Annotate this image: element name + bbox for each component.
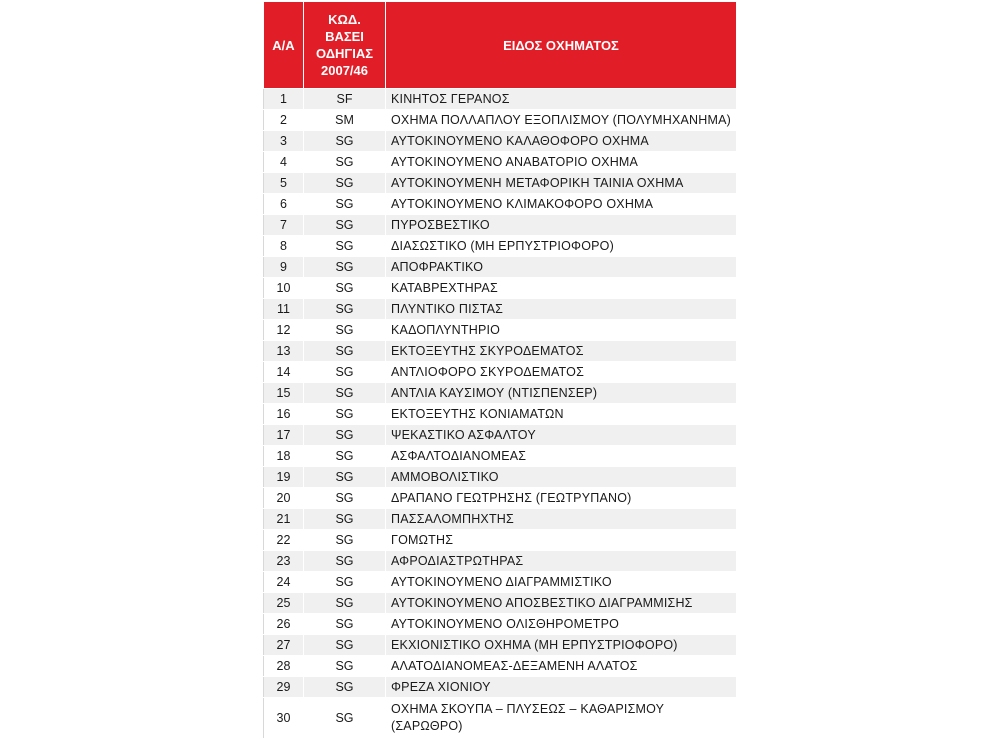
- row-index: 12: [264, 320, 304, 341]
- row-index: 1: [264, 89, 304, 110]
- row-code: SG: [304, 278, 386, 299]
- table-row: [264, 278, 737, 299]
- table-row: [264, 635, 737, 656]
- row-vehicle-type: ΑΥΤΟΚΙΝΟΥΜΕΝΟ ΚΛΙΜΑΚΟΦΟΡΟ ΟΧΗΜΑ: [386, 194, 737, 215]
- row-code: SG: [304, 677, 386, 698]
- vehicle-type-table-container: [263, 1, 736, 739]
- row-vehicle-type: ΕΚΤΟΞΕΥΤΗΣ ΣΚΥΡΟΔΕΜΑΤΟΣ: [386, 341, 737, 362]
- row-vehicle-type: ΠΛΥΝΤΙΚΟ ΠΙΣΤΑΣ: [386, 299, 737, 320]
- table-row: [264, 677, 737, 698]
- row-index: 20: [264, 488, 304, 509]
- row-vehicle-type: ΑΥΤΟΚΙΝΟΥΜΕΝΟ ΔΙΑΓΡΑΜΜΙΣΤΙΚΟ: [386, 572, 737, 593]
- row-code: SG: [304, 362, 386, 383]
- table-header-row: [264, 2, 737, 89]
- row-code: SG: [304, 152, 386, 173]
- table-row: [264, 341, 737, 362]
- row-vehicle-type: ΑΠΟΦΡΑΚΤΙΚΟ: [386, 257, 737, 278]
- table-row: [264, 656, 737, 677]
- row-vehicle-type: ΑΝΤΛΙΟΦΟΡΟ ΣΚΥΡΟΔΕΜΑΤΟΣ: [386, 362, 737, 383]
- row-vehicle-type: ΓΟΜΩΤΗΣ: [386, 530, 737, 551]
- row-vehicle-type: ΑΥΤΟΚΙΝΟΥΜΕΝΟ ΑΠΟΣΒΕΣΤΙΚΟ ΔΙΑΓΡΑΜΜΙΣΗΣ: [386, 593, 737, 614]
- header-code: [304, 2, 386, 89]
- row-vehicle-type: ΨΕΚΑΣΤΙΚΟ ΑΣΦΑΛΤΟΥ: [386, 425, 737, 446]
- table-row: [264, 572, 737, 593]
- table-row: [264, 131, 737, 152]
- row-vehicle-type: ΑΥΤΟΚΙΝΟΥΜΕΝΗ ΜΕΤΑΦΟΡΙΚΗ ΤΑΙΝΙΑ ΟΧΗΜΑ: [386, 173, 737, 194]
- row-code: SG: [304, 131, 386, 152]
- table-row: [264, 110, 737, 131]
- header-index: Α/Α: [264, 2, 304, 89]
- table-row: [264, 425, 737, 446]
- row-index: 3: [264, 131, 304, 152]
- row-code: SG: [304, 299, 386, 320]
- row-code: SG: [304, 656, 386, 677]
- row-vehicle-type: ΠΥΡΟΣΒΕΣΤΙΚΟ: [386, 215, 737, 236]
- header-code-label: ΚΩΔ. ΒΑΣΕΙ ΟΔΗΓΙΑΣ 2007/46: [315, 12, 374, 78]
- row-code: SG: [304, 614, 386, 635]
- row-vehicle-type: ΑΝΤΛΙΑ ΚΑΥΣΙΜΟΥ (ΝΤΙΣΠΕΝΣΕΡ): [386, 383, 737, 404]
- table-row: [264, 509, 737, 530]
- row-index: 19: [264, 467, 304, 488]
- row-code: SG: [304, 635, 386, 656]
- table-row: [264, 299, 737, 320]
- row-code: SF: [304, 89, 386, 110]
- row-code: SG: [304, 509, 386, 530]
- row-code: SG: [304, 173, 386, 194]
- table-row: [264, 236, 737, 257]
- table-row: [264, 467, 737, 488]
- row-index: 25: [264, 593, 304, 614]
- row-code: SG: [304, 383, 386, 404]
- row-code: SG: [304, 257, 386, 278]
- table-row: [264, 173, 737, 194]
- row-vehicle-type: ΑΥΤΟΚΙΝΟΥΜΕΝΟ ΟΛΙΣΘΗΡΟΜΕΤΡΟ: [386, 614, 737, 635]
- row-index: 9: [264, 257, 304, 278]
- row-index: 26: [264, 614, 304, 635]
- row-index: 23: [264, 551, 304, 572]
- row-code: SG: [304, 467, 386, 488]
- row-index: 2: [264, 110, 304, 131]
- table-row: [264, 257, 737, 278]
- row-code: SG: [304, 446, 386, 467]
- row-code: SG: [304, 320, 386, 341]
- table-row: [264, 152, 737, 173]
- row-vehicle-type: ΑΥΤΟΚΙΝΟΥΜΕΝΟ ΑΝΑΒΑΤΟΡΙΟ ΟΧΗΜΑ: [386, 152, 737, 173]
- row-index: 7: [264, 215, 304, 236]
- row-index: 8: [264, 236, 304, 257]
- row-code: SM: [304, 110, 386, 131]
- row-code: SG: [304, 593, 386, 614]
- row-code: SG: [304, 341, 386, 362]
- row-index: 29: [264, 677, 304, 698]
- row-code: SG: [304, 425, 386, 446]
- row-vehicle-type: ΔΙΑΣΩΣΤΙΚΟ (ΜΗ ΕΡΠΥΣΤΡΙΟΦΟΡΟ): [386, 236, 737, 257]
- table-row: [264, 383, 737, 404]
- row-code: SG: [304, 236, 386, 257]
- row-index: 18: [264, 446, 304, 467]
- table-row: [264, 404, 737, 425]
- row-index: 5: [264, 173, 304, 194]
- row-index: 28: [264, 656, 304, 677]
- row-index: 24: [264, 572, 304, 593]
- row-vehicle-type: ΚΑΤΑΒΡΕΧΤΗΡΑΣ: [386, 278, 737, 299]
- table-body: [264, 89, 737, 739]
- table-row: [264, 614, 737, 635]
- row-vehicle-type: ΠΑΣΣΑΛΟΜΠΗΧΤΗΣ: [386, 509, 737, 530]
- row-index: 11: [264, 299, 304, 320]
- row-index: 21: [264, 509, 304, 530]
- table-row: [264, 446, 737, 467]
- row-vehicle-type: ΚΑΔΟΠΛΥΝΤΗΡΙΟ: [386, 320, 737, 341]
- row-vehicle-type: ΑΣΦΑΛΤΟΔΙΑΝΟΜΕΑΣ: [386, 446, 737, 467]
- row-code: SG: [304, 215, 386, 236]
- table-row: [264, 320, 737, 341]
- row-vehicle-type: ΑΦΡΟΔΙΑΣΤΡΩΤΗΡΑΣ: [386, 551, 737, 572]
- row-vehicle-type: ΕΚΤΟΞΕΥΤΗΣ ΚΟΝΙΑΜΑΤΩΝ: [386, 404, 737, 425]
- vehicle-type-table: [263, 1, 737, 739]
- row-code: SG: [304, 530, 386, 551]
- table-row: [264, 362, 737, 383]
- table-row: [264, 593, 737, 614]
- table-row: [264, 89, 737, 110]
- row-code: SG: [304, 551, 386, 572]
- row-vehicle-type: ΚΙΝΗΤΟΣ ΓΕΡΑΝΟΣ: [386, 89, 737, 110]
- row-code: SG: [304, 404, 386, 425]
- row-index: 17: [264, 425, 304, 446]
- row-code: SG: [304, 572, 386, 593]
- row-index: 22: [264, 530, 304, 551]
- row-code: SG: [304, 194, 386, 215]
- row-vehicle-type: ΔΡΑΠΑΝΟ ΓΕΩΤΡΗΣΗΣ (ΓΕΩΤΡΥΠΑΝΟ): [386, 488, 737, 509]
- row-index: 13: [264, 341, 304, 362]
- row-index: 4: [264, 152, 304, 173]
- row-vehicle-type: ΟΧΗΜΑ ΣΚΟΥΠΑ – ΠΛΥΣΕΩΣ – ΚΑΘΑΡΙΣΜΟΥ (ΣΑΡΩΘΡΟ): [386, 698, 737, 739]
- row-index: 15: [264, 383, 304, 404]
- row-index: 6: [264, 194, 304, 215]
- row-vehicle-type: ΑΜΜΟΒΟΛΙΣΤΙΚΟ: [386, 467, 737, 488]
- row-index: 10: [264, 278, 304, 299]
- row-index: 16: [264, 404, 304, 425]
- row-code: SG: [304, 488, 386, 509]
- table-row: [264, 488, 737, 509]
- table-row: [264, 215, 737, 236]
- row-vehicle-type: ΟΧΗΜΑ ΠΟΛΛΑΠΛΟΥ ΕΞΟΠΛΙΣΜΟΥ (ΠΟΛΥΜΗΧΑΝΗΜΑ): [386, 110, 737, 131]
- row-index: 14: [264, 362, 304, 383]
- row-vehicle-type: ΦΡΕΖΑ ΧΙΟΝΙΟΥ: [386, 677, 737, 698]
- header-vehicle-type: ΕΙΔΟΣ ΟΧΗΜΑΤΟΣ: [386, 2, 737, 89]
- table-row: [264, 530, 737, 551]
- row-code: SG: [304, 698, 386, 739]
- row-index: 30: [264, 698, 304, 739]
- table-row: [264, 698, 737, 739]
- row-vehicle-type: ΑΛΑΤΟΔΙΑΝΟΜΕΑΣ-ΔΕΞΑΜΕΝΗ ΑΛΑΤΟΣ: [386, 656, 737, 677]
- table-row: [264, 551, 737, 572]
- row-vehicle-type: ΑΥΤΟΚΙΝΟΥΜΕΝΟ ΚΑΛΑΘΟΦΟΡΟ ΟΧΗΜΑ: [386, 131, 737, 152]
- row-index: 27: [264, 635, 304, 656]
- row-vehicle-type: ΕΚΧΙΟΝΙΣΤΙΚΟ ΟΧΗΜΑ (ΜΗ ΕΡΠΥΣΤΡΙΟΦΟΡΟ): [386, 635, 737, 656]
- table-row: [264, 194, 737, 215]
